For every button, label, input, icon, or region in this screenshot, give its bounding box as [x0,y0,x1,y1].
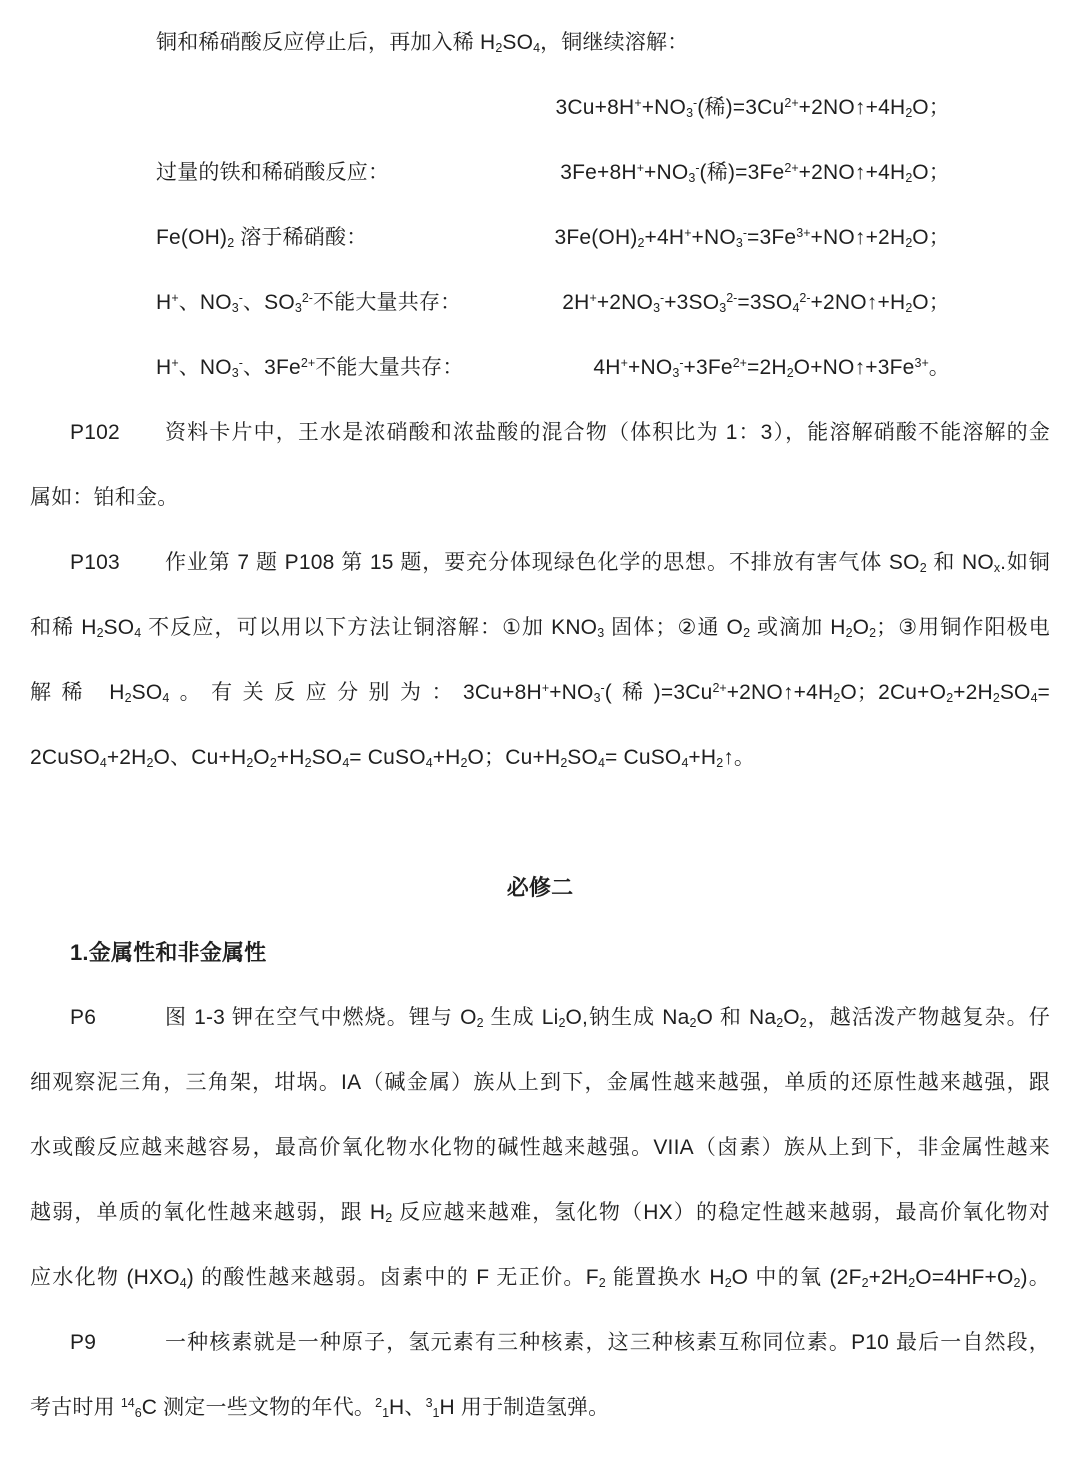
text-run: 铜和稀硝酸反应停止后，再加入稀 H [156,31,496,54]
superscript: 2+ [784,96,799,111]
equation-row [30,335,1050,400]
subscript: 3 [686,106,694,121]
superscript: - [679,356,684,371]
text-run: O、Cu+H [153,746,247,769]
subscript: 2 [560,756,568,771]
paragraph-line [30,595,1050,660]
text-run: +H [688,746,717,769]
text-run: O [253,746,270,769]
text-run: 能置换水 H [605,1266,725,1289]
text-run: 、NO [178,356,232,379]
subscript: 3 [593,691,601,706]
text-run: +NO↑+2H [810,226,906,249]
subscript: 2 [786,366,794,381]
text-run: 。 [928,356,950,379]
paragraph-line [30,1245,1050,1310]
text-run: +NO [641,96,687,119]
superscript: + [171,356,179,371]
text-run: +NO [644,161,689,184]
superscript: 14 [120,1396,135,1411]
subscript: 2 [598,1276,606,1291]
text-run: +NO [691,226,736,249]
text-run: 生成 Li [483,1006,559,1029]
subscript: 4 [134,626,142,641]
text-run: O,钠生成 Na [565,1006,690,1029]
text-run: 3Cu+8H [555,96,635,119]
paragraph-first-line [30,530,1050,595]
subscript: 2 [799,1016,807,1031]
equation-label [156,335,464,400]
paragraph-line [30,1180,1050,1245]
subscript: 2 [905,171,913,186]
text-run: =3SO [737,291,793,314]
superscript: 3 [425,1396,433,1411]
superscript: 2 [375,1396,383,1411]
equation-label [156,205,367,270]
subscript: 2 [1013,1276,1021,1291]
text-run: ，铜继续溶解： [540,31,689,54]
paragraph-line [30,1375,1050,1440]
page-ref-label: P6 [70,1006,97,1029]
text-run: +2NO↑+H [810,291,906,314]
text-run: 细观察泥三角，三角架，坩埚。IA（碱金属）族从上到下，金属性越来越强，单质的还原性越来越强，跟 [30,1071,1050,1094]
superscript: - [695,161,700,176]
subscript: 2 [637,236,645,251]
text-run: 考古时用 [30,1396,121,1419]
text-run: +3Fe [683,356,733,379]
subscript: 2 [776,1016,784,1031]
text-run: SO [567,746,599,769]
text-run: 图 1-3 钾在空气中燃烧。锂与 O [165,1006,477,1029]
subscript: 3 [719,301,727,316]
superscript: - [600,681,605,696]
subscript: 2 [905,236,913,251]
text-run: SO [502,31,534,54]
text-run: O 中的氧 (2F [731,1266,862,1289]
paragraph-first-line [30,985,1050,1050]
subscript: 2 [905,301,913,316]
subscript: 2 [304,756,312,771]
text-run: +2NO↑+4H [798,96,906,119]
subscript: 2 [495,41,503,56]
superscript: + [634,96,642,111]
superscript: + [171,291,179,306]
superscript: - [660,291,665,306]
subscript: 2 [946,691,954,706]
superscript: + [636,161,645,176]
superscript: 2- [799,291,811,306]
paragraph-text [165,530,1050,595]
subscript: 2 [919,561,927,576]
page-ref-label: P103 [70,551,120,574]
text-run: O+NO↑+3Fe [793,356,915,379]
subscript: 2 [743,626,751,641]
subscript: 3 [653,301,661,316]
paragraph-first-line [30,400,1050,465]
subscript: 2 [992,691,1000,706]
chem-equation [593,335,950,400]
superscript: 2+ [300,356,316,371]
paragraph-text [165,985,1050,1050]
text-run: C 测定一些文物的年代。 [141,1396,376,1419]
text-run: SO [103,616,135,639]
chem-equation-line [30,75,1050,140]
subscript: 3 [597,626,605,641]
superscript: 2- [301,291,313,306]
paragraph-text [165,400,1050,465]
equation-label [156,270,461,335]
paragraph-line [30,1115,1050,1180]
subscript: 4 [681,756,689,771]
text-run: +2H [953,681,993,704]
text-run: +2NO [596,291,654,314]
subscript: 2 [845,626,853,641]
text-run: 资料卡片中，王水是浓硝酸和浓盐酸的混合物（体积比为 1：3），能溶解硝酸不能溶解的金 [165,421,1050,444]
text-run: ) 的酸性越来越弱。卤素中的 F 无正价。F [186,1266,599,1289]
subscript: 2 [833,691,841,706]
subscript: 2 [905,106,913,121]
superscript: 3+ [914,356,929,371]
text-run: 过量的铁和稀硝酸反应： [156,161,390,184]
subscript: 2 [724,1276,732,1291]
subscript: 2 [558,1016,566,1031]
subscript: 3 [672,366,680,381]
text-run: 或滴加 H [750,616,846,639]
text-run: 应水化物 (HXO [30,1266,180,1289]
paragraph-line [30,660,1050,725]
text-run: 反应越来越难，氢化物（HX）的稳定性越来越弱，最高价氧化物对 [392,1201,1050,1224]
text-run: O [783,1006,800,1029]
superscript: + [684,226,692,241]
text-run: +2H [106,746,147,769]
subscript: 2 [460,756,468,771]
subscript: 3 [688,171,696,186]
text-run: 水或酸反应越来越容易，最高价氧化物水化物的碱性越来越强。VIIA（卤素）族从上到下，非金属性越来 [30,1136,1050,1159]
text-run: 3Fe(OH) [554,226,638,249]
text-run: =3Fe [747,226,797,249]
text-run: +2H [868,1266,909,1289]
text-run: =2H [747,356,787,379]
subscript: 4 [425,756,433,771]
text-run: (稀)=3Fe [699,161,785,184]
subscript: 3 [735,236,743,251]
text-run: 2CuSO [30,746,100,769]
subscript: 4 [792,301,800,316]
text-run: +2NO↑+4H [726,681,834,704]
text-run: 固体；②通 O [604,616,744,639]
subscript: 1 [432,1406,440,1421]
superscript: 2+ [784,161,799,176]
subscript: 2 [869,626,877,641]
equation-row [30,140,1050,205]
text-run: H、 [389,1396,426,1419]
superscript: 2+ [712,681,727,696]
text-run: (稀)=3Cu [697,96,785,119]
text-run: O； [912,226,950,249]
text-run: Fe(OH) [156,226,228,249]
superscript: 2+ [732,356,747,371]
text-run: 不能大量共存： [315,356,464,379]
text-run: +NO [627,356,673,379]
text-run: 。有关反应分别为：3Cu+8H [169,681,542,704]
text-run: H [156,356,172,379]
text-run: +H [432,746,461,769]
subscript: 2 [246,756,254,771]
text-run: +NO [549,681,594,704]
text-run: 4H [593,356,621,379]
superscript: - [693,96,698,111]
text-run: 溶于稀硝酸： [234,226,368,249]
superscript: + [541,681,550,696]
text-run: O=4HF+O [915,1266,1014,1289]
paragraph-line [30,1050,1050,1115]
text-run: O；2Cu+O [840,681,947,704]
subscript: 1 [382,1406,390,1421]
text-run: 、3Fe [242,356,301,379]
text-run: = [1037,681,1050,704]
text-run: 作业第 7 题 P108 第 15 题，要充分体现绿色化学的思想。不排放有害气体 SO [165,551,920,574]
text-run: = CuSO [349,746,426,769]
text-run: 、NO [178,291,232,314]
text-run: 、SO [242,291,295,314]
text-run: SO [999,681,1031,704]
superscript: - [742,226,748,241]
text-run: O [852,616,870,639]
text-run: O； [912,161,950,184]
superscript: 3+ [796,226,811,241]
paragraph-first-line [30,1310,1050,1375]
subscript: 4 [179,1276,187,1291]
equation-label [156,140,389,205]
text-run: O 和 Na [696,1006,777,1029]
superscript: 2- [726,291,738,306]
subscript: 2 [689,1016,697,1031]
subscript: 4 [1030,691,1038,706]
subscript: x [993,561,1001,576]
text-run: +3SO [664,291,720,314]
text-run: ，越活泼产物越复杂。仔 [806,1006,1050,1029]
subscript: 4 [99,756,107,771]
text-run: 3Fe+8H [560,161,637,184]
text-run: O；Cu+H [467,746,561,769]
text-run: 和稀 H [30,616,97,639]
intro-line [30,10,1050,75]
subscript: 3 [231,301,239,316]
subscript: 2 [476,1016,484,1031]
subscript: 2 [908,1276,916,1291]
text-run: +H [276,746,305,769]
text-run: H [156,291,172,314]
subscript: 2 [124,691,132,706]
superscript: + [589,291,597,306]
superscript: + [620,356,628,371]
text-run: 属如：铂和金。 [30,486,179,509]
text-run: 解稀 H [30,681,125,704]
text-run: = CuSO [604,746,682,769]
paragraph-line [30,465,1050,530]
text-run: (稀)=3Cu [604,681,713,704]
chem-equation [562,270,950,335]
text-run: O； [912,291,950,314]
superscript: - [238,291,243,306]
subsection-heading: 1.金属性和非金属性 [70,940,267,965]
superscript: - [238,356,243,371]
text-run: O； [912,96,950,119]
paragraph-line [30,725,1050,790]
subscript: 3 [231,366,239,381]
subscript: 4 [598,756,605,771]
subscript: 2 [716,756,724,771]
subscript: 2 [146,756,154,771]
page-ref-label: P9 [70,1331,97,1354]
text-run: 和 NO [926,551,994,574]
text-run: SO [131,681,163,704]
text-run: 不能大量共存： [312,291,462,314]
paragraph-text [165,1310,1050,1375]
chem-equation [554,205,950,270]
subscript: 2 [96,626,104,641]
text-run: ↑。 [723,746,756,769]
chem-equation [560,140,950,205]
text-run: 越弱，单质的氧化性越来越弱，跟 H [30,1201,386,1224]
subscript: 4 [162,691,170,706]
text-run: ；③用铜作阳极电 [876,616,1050,639]
equation-row [30,270,1050,335]
text-run: 2H [562,291,590,314]
blank-line [30,790,1050,855]
text-run: .如铜 [1000,551,1050,574]
text-run: H 用于制造氢弹。 [439,1396,610,1419]
subscript: 4 [342,756,350,771]
equation-row [30,205,1050,270]
subscript: 3 [294,301,302,316]
text-run: )。 [1020,1266,1050,1289]
subscript: 2 [227,236,235,251]
subscript: 6 [134,1406,142,1421]
page-ref-label: P102 [70,421,120,444]
subscript: 2 [861,1276,869,1291]
text-run: SO [311,746,343,769]
section-heading: 必修二 [506,875,574,900]
text-run: +2NO↑+4H [798,161,906,184]
subscript: 2 [269,756,277,771]
subscript: 2 [385,1211,393,1226]
text-run: 一种核素就是一种原子，氢元素有三种核素，这三种核素互称同位素。P10 最后一自然段， [165,1331,1050,1354]
subscript: 4 [533,41,541,56]
text-run: 不反应，可以用以下方法让铜溶解：①加 KNO [141,616,598,639]
text-run: +4H [644,226,685,249]
